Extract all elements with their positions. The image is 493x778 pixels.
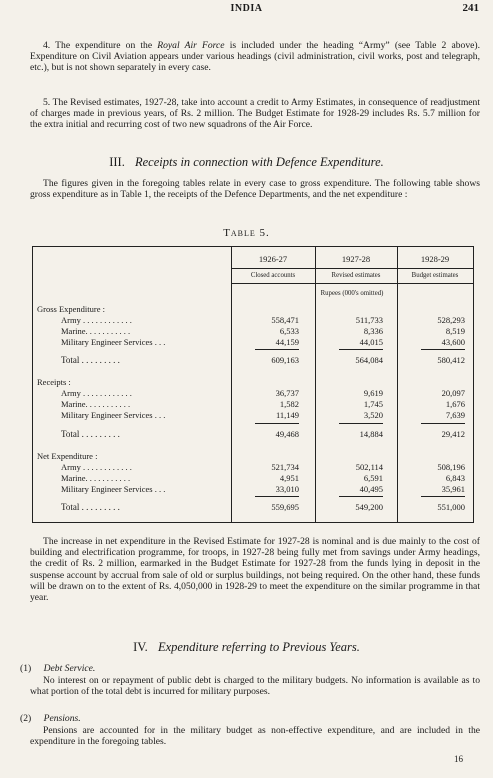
debt-service-heading bbox=[20, 663, 95, 674]
table-total-cell: 564,084 bbox=[355, 355, 383, 365]
paragraph-5-number: 5. bbox=[43, 97, 51, 108]
table-cell: 44,015 bbox=[359, 337, 383, 347]
pensions-heading bbox=[20, 713, 81, 724]
table-cell: 40,495 bbox=[359, 484, 383, 494]
subtotal-rule bbox=[339, 496, 383, 497]
table-total-cell: 551,000 bbox=[437, 502, 465, 512]
subtotal-rule bbox=[255, 496, 299, 497]
table-total-cell: 609,163 bbox=[271, 355, 299, 365]
table-cell: 6,591 bbox=[363, 473, 383, 483]
subtotal-rule bbox=[255, 349, 299, 350]
table-total-cell: 549,200 bbox=[355, 502, 383, 512]
after-table-paragraph: The increase in net expenditure in the Revised Estimate for 1927-28 is nominal and is due mainly to the cost of building and electrification programme, for troops, in 1927-28 being fully met from savings under Army headings, the credit of Rs. 2 million, earmarked in the Budget Estimate for 1927-28 from the funds lying in deposit in the suspense account by accrual from sale of old or surplus buildings, not being required. On the other hand, these funds will be drawn on to the extent of Rs. 4,050,000 in 1928-29 to meet the expenditure on the similar programme in that year. bbox=[30, 536, 480, 604]
subtotal-rule bbox=[421, 496, 465, 497]
table-cell: 44,159 bbox=[275, 337, 299, 347]
column-subtitle: Closed accounts bbox=[250, 272, 296, 279]
total-label: Total . . . . . . . . . bbox=[61, 429, 120, 439]
group-label-gross: Gross Expenditure : bbox=[37, 304, 105, 314]
table-units: Rupees (000's omitted) bbox=[320, 290, 384, 297]
table-cell: 1,745 bbox=[363, 399, 383, 409]
table-cell: 3,520 bbox=[363, 410, 383, 420]
subtotal-rule bbox=[339, 423, 383, 424]
column-year: 1926-27 bbox=[258, 254, 288, 264]
total-label: Total . . . . . . . . . bbox=[61, 502, 120, 512]
table-cell: 8,336 bbox=[363, 326, 383, 336]
table-cell: 508,196 bbox=[437, 462, 465, 472]
row-label: Army . . . . . . . . . . . . bbox=[61, 388, 132, 398]
table-cell: 528,293 bbox=[437, 315, 465, 325]
group-label-net: Net Expenditure : bbox=[37, 451, 98, 461]
debt-service-title: Debt Service. bbox=[43, 663, 96, 674]
debt-service-number: (1) bbox=[20, 663, 32, 674]
running-header-title: INDIA bbox=[230, 3, 263, 14]
table-total-cell: 14,884 bbox=[359, 429, 383, 439]
row-label: Marine. . . . . . . . . . . bbox=[61, 326, 131, 336]
pensions-text: Pensions are accounted for in the military budget as non-effective expenditure, and are included in the expenditure in the foregoing tables. bbox=[30, 725, 480, 748]
total-label: Total . . . . . . . . . bbox=[61, 355, 120, 365]
section-4-heading bbox=[0, 640, 493, 655]
table-cell: 36,737 bbox=[275, 388, 299, 398]
table-cell: 11,149 bbox=[275, 410, 299, 420]
table-cell: 6,533 bbox=[279, 326, 299, 336]
column-subtitle: Revised estimates bbox=[331, 272, 381, 279]
section-3-intro: The figures given in the foregoing tables relate in every case to gross expenditure. The following table shows gross expenditure as in Table 1, the receipts of the Defence Departments, and the net expenditure : bbox=[30, 178, 480, 201]
table-cell: 9,619 bbox=[363, 388, 383, 398]
pensions-number: (2) bbox=[20, 713, 32, 724]
debt-service-text: No interest on or repayment of public debt is charged to the military budgets. No information is available as to what portion of the total debt is incurred for military purposes. bbox=[30, 675, 480, 698]
printer-signature: 16 bbox=[454, 754, 463, 764]
section-4-title: Expenditure referring to Previous Years. bbox=[157, 640, 360, 654]
subtotal-rule bbox=[255, 423, 299, 424]
section-3-heading bbox=[0, 155, 493, 170]
row-label: Army . . . . . . . . . . . . bbox=[61, 315, 132, 325]
table-caption: Table 5. bbox=[223, 227, 270, 239]
table-cell: 20,097 bbox=[441, 388, 465, 398]
page-number: 241 bbox=[462, 2, 479, 14]
table-total-cell: 580,412 bbox=[437, 355, 465, 365]
table-rule bbox=[231, 268, 473, 269]
subtotal-rule bbox=[421, 349, 465, 350]
column-year: 1928-29 bbox=[420, 254, 450, 264]
table-cell: 4,951 bbox=[279, 473, 299, 483]
table-cell: 43,600 bbox=[441, 337, 465, 347]
table-cell: 6,843 bbox=[445, 473, 465, 483]
table-total-cell: 559,695 bbox=[271, 502, 299, 512]
section-3-title: Receipts in connection with Defence Expenditure. bbox=[134, 155, 384, 169]
table-5 bbox=[32, 246, 474, 523]
column-year: 1927-28 bbox=[341, 254, 371, 264]
table-cell: 8,519 bbox=[445, 326, 465, 336]
paragraph-5-text: The Revised estimates, 1927-28, take into account a credit to Army Estimates, in consequence of readjustment of charges made in previous years, of Rs. 2 million. The Budget Estimate for 1928-29 includes Rs. 5.7 million for the extra initial and recurring cost of two new squadrons of the Air Force. bbox=[30, 97, 480, 131]
row-label: Marine. . . . . . . . . . . bbox=[61, 473, 131, 483]
table-cell: 521,734 bbox=[271, 462, 299, 472]
paragraph-4 bbox=[30, 40, 480, 74]
table-cell: 1,676 bbox=[445, 399, 465, 409]
table-cell: 33,010 bbox=[275, 484, 299, 494]
table-cell: 502,114 bbox=[355, 462, 383, 472]
paragraph-4-number: 4. bbox=[43, 40, 51, 51]
section-3-number: III. bbox=[109, 155, 125, 169]
subtotal-rule bbox=[339, 349, 383, 350]
table-cell: 511,733 bbox=[355, 315, 383, 325]
row-label: Military Engineer Services . . . bbox=[61, 484, 166, 494]
paragraph-4-text-b: is included under the heading “Army” (see Table 2 above). Expenditure on Civil Aviation appears under various headings (civil administration, civil works, post and telegraph, etc.), but is not shown separately in every case. bbox=[30, 40, 480, 74]
group-label-receipts: Receipts : bbox=[37, 377, 71, 387]
subtotal-rule bbox=[421, 423, 465, 424]
table-cell: 558,471 bbox=[271, 315, 299, 325]
row-label: Army . . . . . . . . . . . . bbox=[61, 462, 132, 472]
row-label: Military Engineer Services . . . bbox=[61, 337, 166, 347]
table-rule bbox=[231, 283, 473, 284]
table-cell: 35,961 bbox=[441, 484, 465, 494]
section-4-number: IV. bbox=[133, 640, 148, 654]
pensions-title: Pensions. bbox=[43, 713, 81, 724]
paragraph-5 bbox=[30, 97, 480, 131]
table-cell: 1,582 bbox=[279, 399, 299, 409]
table-cell: 7,639 bbox=[445, 410, 465, 420]
row-label: Marine. . . . . . . . . . . bbox=[61, 399, 131, 409]
table-total-cell: 29,412 bbox=[441, 429, 465, 439]
column-subtitle: Budget estimates bbox=[411, 272, 459, 279]
paragraph-4-raf: Royal Air Force bbox=[157, 40, 225, 51]
row-label: Military Engineer Services . . . bbox=[61, 410, 166, 420]
paragraph-4-text-a: The expenditure on the bbox=[55, 40, 153, 51]
table-total-cell: 49,468 bbox=[275, 429, 299, 439]
